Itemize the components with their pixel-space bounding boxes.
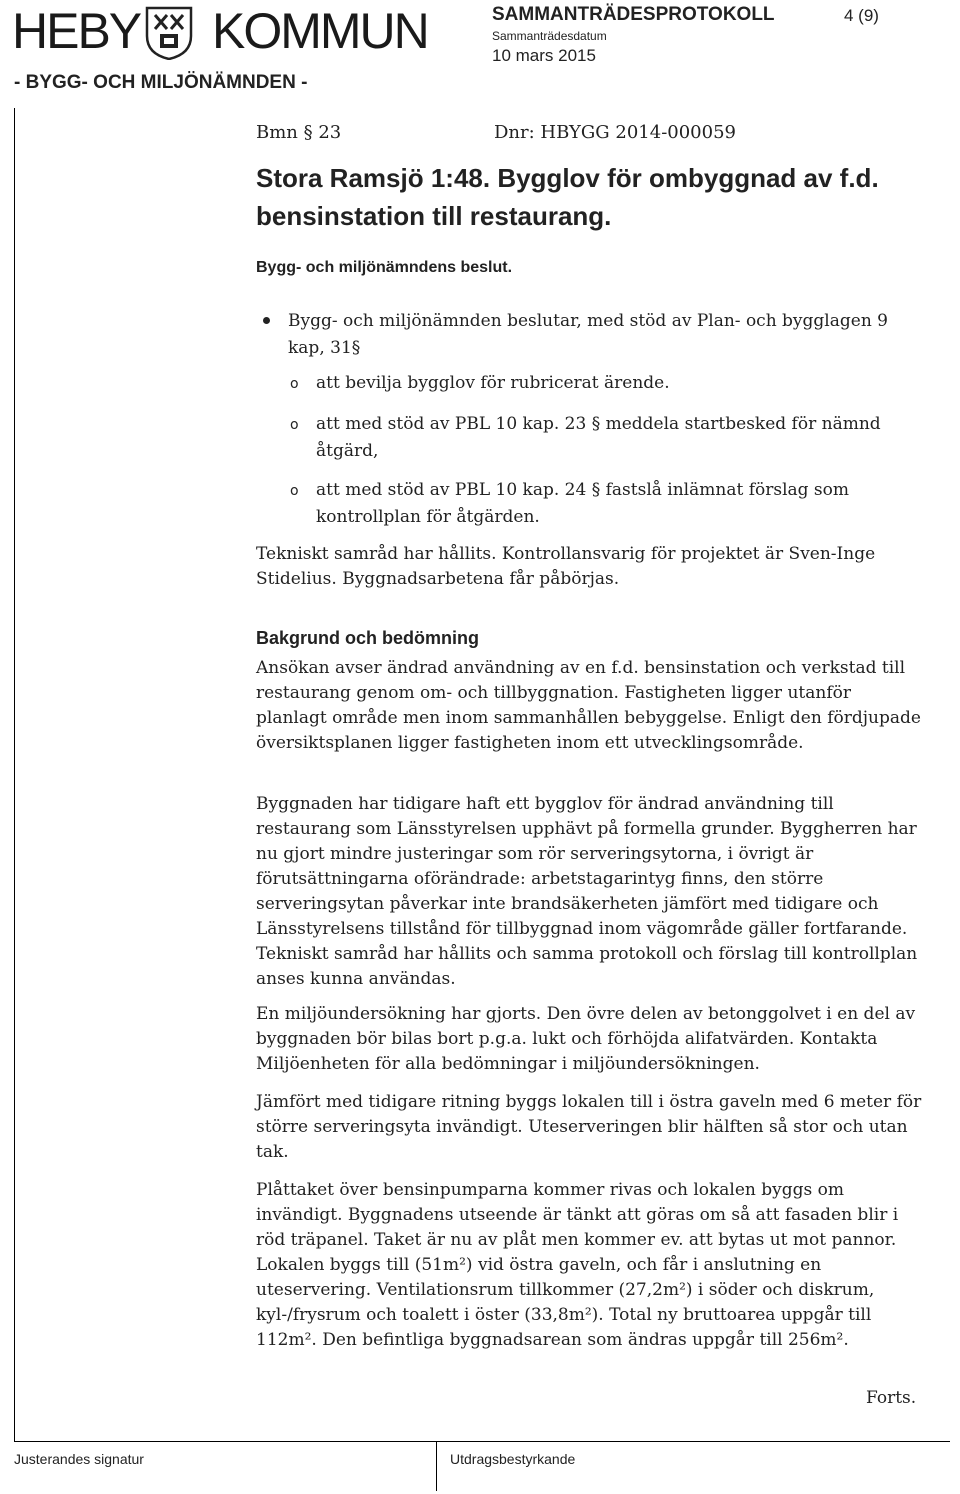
- background-paragraph: Jämfört med tidigare ritning byggs lokalen till i östra gaveln med 6 meter för större serveringsyta invändigt. Uteserveringen blir hälften så stor och utan tak.: [256, 1092, 922, 1162]
- meeting-date-label: Sammanträdesdatum: [492, 29, 607, 43]
- meeting-date: 10 mars 2015: [492, 46, 596, 65]
- sub-bullet-icon: o: [290, 376, 299, 392]
- decision-item: att med stöd av PBL 10 kap. 23 § meddela startbesked för nämnd åtgärd,: [316, 414, 881, 461]
- decision-heading: Bygg- och miljönämndens beslut.: [256, 259, 513, 276]
- case-registry-number: Dnr: HBYGG 2014-000059: [494, 122, 736, 143]
- certification-label: Utdragsbestyrkande: [450, 1451, 576, 1467]
- logo-kommun-text: KOMMUN: [212, 3, 428, 59]
- logo-heby-text: HEBY: [12, 3, 141, 59]
- page-number: 4 (9): [844, 6, 879, 25]
- sub-bullet-icon: o: [290, 483, 299, 499]
- background-paragraph: Plåttaket över bensinpumparna kommer rivas och lokalen byggs om invändigt. Byggnadens utseende är tänkt att göras om så att fasaden blir i röd träpanel. Taket är nu av plåt men kommer ev. att bytas ut mot pannor. Lokalen byggs till (51m²) vid östra gaveln, och får i anslutning en uteservering. Ventilationsrum tillkommer (27,2m²) i söder och diskrum, kyl-/frysrum och toalett i öster (33,8m²). Total ny bruttoarea uppgår till 112m². Den befintliga byggnadsarean som ändras uppgår till 256m².: [256, 1180, 899, 1350]
- case-section-number: Bmn § 23: [256, 122, 342, 143]
- committee-name: - BYGG- OCH MILJÖNÄMNDEN -: [14, 72, 308, 93]
- background-paragraph: Byggnaden har tidigare haft ett bygglov för ändrad användning till restaurang som Länsstyrelsen upphävt på formella grunder. Byggherren har nu gjort mindre justeringar som rör serveringsytorna, i övrigt är förutsättningarna oförändrade: arbetstagarintyg finns, den större serveringsytan påverkar inte brandsäkerheten jämfört med tidigare och Länsstyrelsens tillstånd för tillbyggnad inom vägområde gäller fortfarande. Tekniskt samråd har hållits och samma protokoll och förslag till kontrollplan anses kunna användas.: [256, 794, 918, 989]
- background-paragraph: Ansökan avser ändrad användning av en f.d. bensinstation och verkstad till restaurang genom om- och tillbyggnation. Fastigheten ligger utanför planlagt område men inom sammanhållen bebyggelse. Enligt den fördjupade översiktsplanen ligger fastigheten inom ett utvecklingsområde.: [256, 658, 921, 753]
- signature-label: Justerandes signatur: [14, 1451, 144, 1467]
- footer-divider: [436, 1441, 437, 1491]
- left-margin-rule: [14, 108, 15, 1442]
- decision-item: att med stöd av PBL 10 kap. 24 § fastslå inlämnat förslag som kontrollplan för åtgärden.: [316, 480, 850, 527]
- case-title: Stora Ramsjö 1:48. Bygglov för ombyggnad av f.d. bensinstation till restaurang.: [256, 163, 879, 231]
- background-heading: Bakgrund och bedömning: [256, 628, 479, 648]
- protocol-title: SAMMANTRÄDESPROTOKOLL: [492, 4, 775, 25]
- decision-bullet-text: Bygg- och miljönämnden beslutar, med stöd av Plan- och bygglagen 9 kap, 31§: [288, 311, 888, 358]
- decision-note: Tekniskt samråd har hållits. Kontrollansvarig för projektet är Sven-Inge Stidelius. Byggnadsarbetena får påbörjas.: [256, 544, 876, 589]
- bullet-icon: [263, 317, 270, 324]
- footer-rule: [14, 1441, 950, 1442]
- continued-marker: Forts.: [866, 1388, 917, 1408]
- municipal-crest-icon: [144, 6, 194, 60]
- sub-bullet-icon: o: [290, 417, 299, 433]
- decision-item: att bevilja bygglov för rubricerat ärende.: [316, 373, 670, 393]
- background-paragraph: En miljöundersökning har gjorts. Den övre delen av betonggolvet i en del av byggnaden bör bilas bort p.g.a. lukt och förhöjda alifatvärden. Kontakta Miljöenheten för alla bedömningar i miljöundersökningen.: [256, 1004, 916, 1074]
